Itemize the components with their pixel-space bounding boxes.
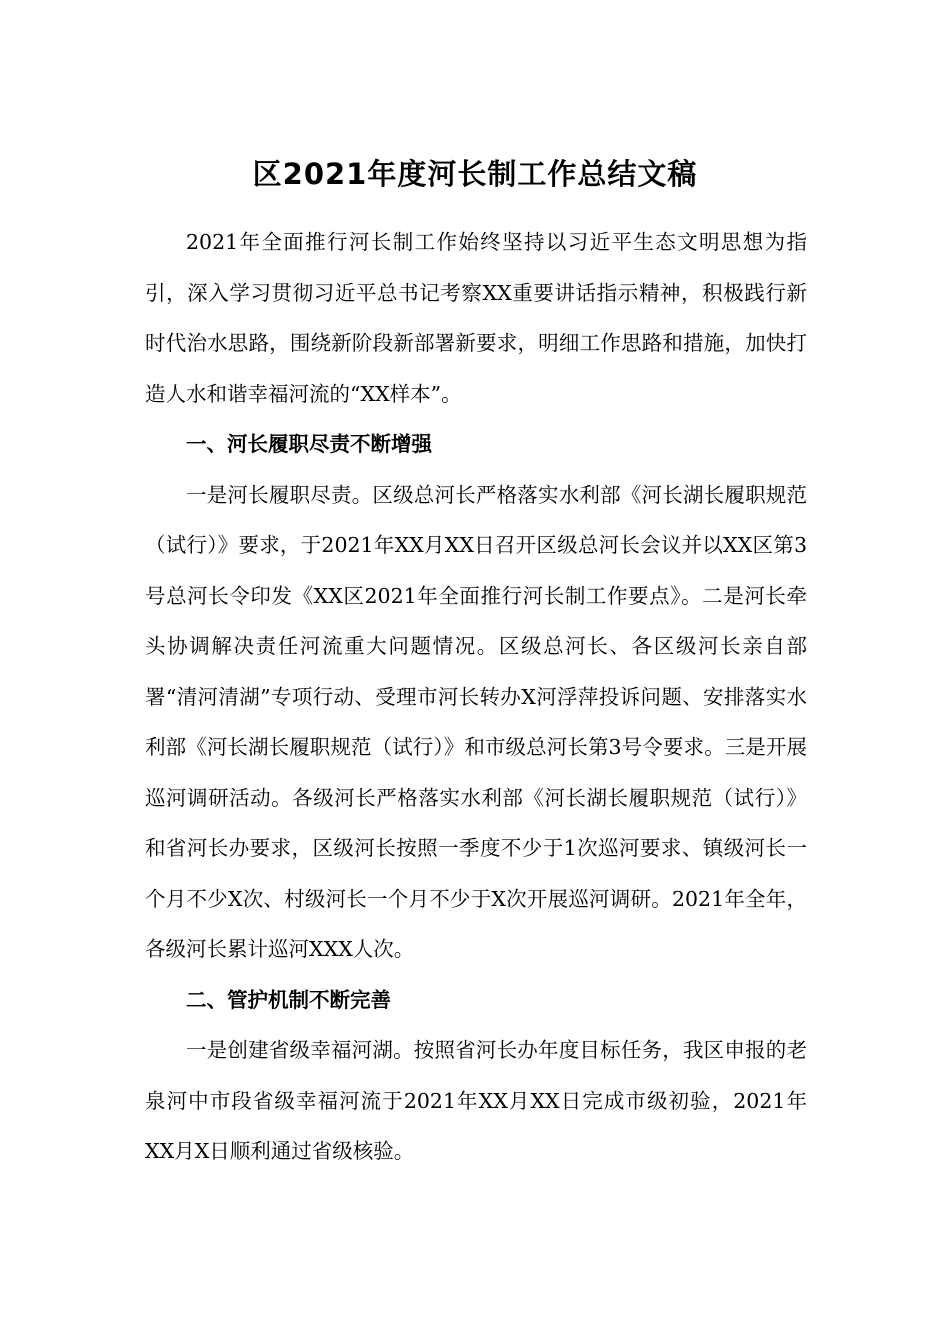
- section-paragraph-1: 一是河长履职尽责。区级总河长严格落实水利部《河长湖长履职规范（试行）》要求，于2021年XX月XX日召开区级总河长会议并以XX区第3号总河长令印发《XX区2021年全面推行河长制工作要点》。二是河长牵头协调解决责任河流重大问题情况。区级总河长、各区级河长亲自部署“清河清湖”专项行动、受理市河长转办X河浮萍投诉问题、安排落实水利部《河长湖长履职规范（试行）》和市级总河长第3号令要求。三是开展巡河调研活动。各级河长严格落实水利部《河长湖长履职规范（试行）》和省河长办要求，区级河长按照一季度不少于1次巡河要求、镇级河长一个月不少X次、村级河长一个月不少于X次开展巡河调研。2021年全年，各级河长累计巡河XXX人次。: [145, 482, 807, 961]
- intro-paragraph: 2021年全面推行河长制工作始终坚持以习近平生态文明思想为指引，深入学习贯彻习近平总书记考察XX重要讲话指示精神，积极践行新时代治水思路，围绕新阶段新部署新要求，明细工作思路和措施，加快打造人水和谐幸福河流的“XX样本”。: [145, 230, 807, 406]
- section-heading-1: 一、河长履职尽责不断增强: [186, 432, 432, 456]
- section-paragraph-2: 一是创建省级幸福河湖。按照省河长办年度目标任务，我区申报的老泉河中市段省级幸福河流于2021年XX月XX日完成市级初验，2021年XX月X日顺利通过省级核验。: [145, 1038, 807, 1163]
- document-body: [145, 217, 807, 1177]
- document-title: 区2021年度河长制工作总结文稿: [252, 157, 698, 191]
- section-heading-2: 二、管护机制不断完善: [186, 987, 391, 1012]
